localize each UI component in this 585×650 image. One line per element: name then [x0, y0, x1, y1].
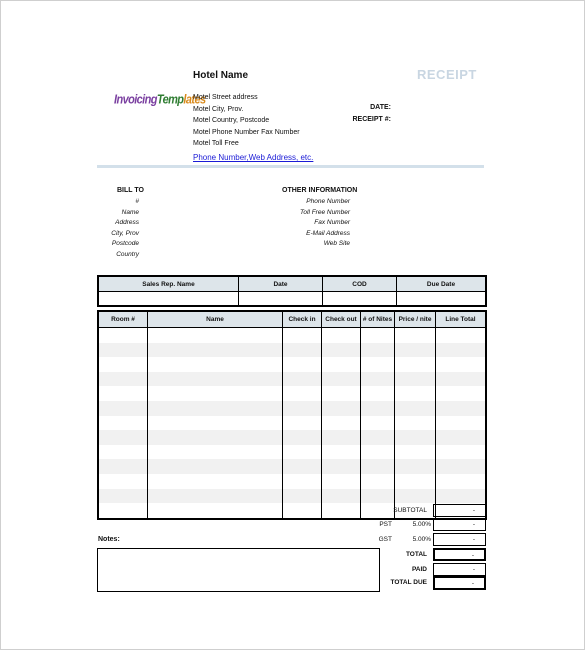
- date-header: Date: [239, 276, 323, 292]
- check-out-cell[interactable]: [322, 503, 361, 519]
- name-cell[interactable]: [148, 459, 283, 474]
- check-out-cell[interactable]: [322, 430, 361, 445]
- line-total-cell[interactable]: [436, 372, 487, 387]
- line-total-header: Line Total: [436, 311, 487, 328]
- room-cell[interactable]: [98, 386, 148, 401]
- nites-cell[interactable]: [361, 328, 395, 343]
- item-rows: [98, 328, 486, 519]
- nites-cell[interactable]: [361, 372, 395, 387]
- name-cell[interactable]: [148, 489, 283, 504]
- line-total-cell[interactable]: [436, 343, 487, 358]
- check-out-cell[interactable]: [322, 357, 361, 372]
- other-info-title: OTHER INFORMATION: [282, 187, 358, 194]
- gst-value: -: [433, 533, 486, 546]
- address-line: Motel Country, Postcode: [193, 117, 270, 124]
- room-cell[interactable]: [98, 328, 148, 343]
- nites-cell[interactable]: [361, 401, 395, 416]
- nites-cell[interactable]: [361, 430, 395, 445]
- date-cell[interactable]: [239, 292, 323, 307]
- room-cell[interactable]: [98, 401, 148, 416]
- other-info-field: Toll Free Number: [300, 208, 350, 216]
- receipt-title: RECEIPT: [417, 67, 477, 82]
- name-cell[interactable]: [148, 474, 283, 489]
- other-info-field: E-Mail Address: [306, 229, 350, 237]
- check-out-cell[interactable]: [322, 343, 361, 358]
- pst-value: -: [433, 518, 486, 531]
- bill-to-field: City, Prov: [111, 229, 139, 237]
- room-cell[interactable]: [98, 430, 148, 445]
- name-cell[interactable]: [148, 416, 283, 431]
- check-in-cell[interactable]: [283, 503, 322, 519]
- table-row: [98, 503, 486, 519]
- line-total-cell[interactable]: [436, 386, 487, 401]
- name-cell[interactable]: [148, 343, 283, 358]
- price-cell[interactable]: [395, 430, 436, 445]
- check-out-cell[interactable]: [322, 328, 361, 343]
- company-logo: InvoicingTemplates: [114, 93, 206, 107]
- cod-header: COD: [323, 276, 397, 292]
- check-in-cell[interactable]: [283, 328, 322, 343]
- room-cell[interactable]: [98, 445, 148, 460]
- subtotal-label: SUBTOTAL: [393, 507, 427, 514]
- address-line: Motel Street address: [193, 94, 258, 101]
- check-in-cell[interactable]: [283, 445, 322, 460]
- cod-cell[interactable]: [323, 292, 397, 307]
- address-line: Motel Phone Number Fax Number: [193, 128, 300, 136]
- notes-label: Notes:: [98, 536, 120, 543]
- bill-to-field: Name: [121, 208, 139, 216]
- pst-label: PST: [379, 521, 392, 528]
- table-row: [98, 357, 486, 372]
- bill-to-field: Country: [116, 250, 139, 258]
- table-row: [98, 459, 486, 474]
- room-cell[interactable]: [98, 416, 148, 431]
- price-cell[interactable]: [395, 357, 436, 372]
- check-in-header: Check in: [283, 311, 322, 328]
- check-out-cell[interactable]: [322, 416, 361, 431]
- pst-rate[interactable]: 5.00%: [412, 521, 431, 528]
- bill-to-field: Postcode: [111, 240, 139, 247]
- sales-rep-cell[interactable]: [98, 292, 239, 307]
- table-row: [98, 489, 486, 504]
- line-total-cell[interactable]: [436, 401, 487, 416]
- address-line: Motel City, Prov.: [193, 105, 244, 113]
- other-info-field: Web Site: [323, 240, 350, 247]
- total-label: TOTAL: [405, 551, 427, 558]
- room-cell[interactable]: [98, 372, 148, 387]
- total-due-label: TOTAL DUE: [390, 579, 427, 586]
- line-total-cell[interactable]: [436, 430, 487, 445]
- nites-cell[interactable]: [361, 459, 395, 474]
- nites-cell[interactable]: [361, 489, 395, 504]
- price-cell[interactable]: [395, 343, 436, 358]
- check-in-cell[interactable]: [283, 357, 322, 372]
- name-cell[interactable]: [148, 430, 283, 445]
- line-total-cell[interactable]: [436, 445, 487, 460]
- other-info-fields: [270, 197, 350, 250]
- line-total-cell[interactable]: [436, 416, 487, 431]
- sales-table: [97, 275, 487, 307]
- check-out-cell[interactable]: [322, 401, 361, 416]
- room-cell[interactable]: [98, 343, 148, 358]
- check-out-cell[interactable]: [322, 372, 361, 387]
- name-cell[interactable]: [148, 328, 283, 343]
- check-in-cell[interactable]: [283, 474, 322, 489]
- table-row: [98, 372, 486, 387]
- nites-cell[interactable]: [361, 357, 395, 372]
- check-in-cell[interactable]: [283, 489, 322, 504]
- total-value: -: [433, 548, 486, 561]
- bill-to-field: Address: [115, 219, 139, 226]
- nites-cell[interactable]: [361, 386, 395, 401]
- check-out-cell[interactable]: [322, 445, 361, 460]
- check-out-header: Check out: [322, 311, 361, 328]
- table-row: [98, 386, 486, 401]
- gst-label: GST: [378, 536, 392, 543]
- hotel-name: Hotel Name: [193, 70, 249, 81]
- check-in-cell[interactable]: [283, 386, 322, 401]
- name-cell[interactable]: [148, 372, 283, 387]
- table-row: [98, 343, 486, 358]
- check-in-cell[interactable]: [283, 343, 322, 358]
- name-cell[interactable]: [148, 503, 283, 519]
- line-total-cell[interactable]: [436, 357, 487, 372]
- check-out-cell[interactable]: [322, 459, 361, 474]
- subtotal-value: -: [433, 504, 486, 517]
- line-total-cell[interactable]: [436, 474, 487, 489]
- room-cell[interactable]: [98, 474, 148, 489]
- sales-rep-header: Sales Rep. Name: [98, 276, 239, 292]
- due-date-cell[interactable]: [397, 292, 487, 307]
- nites-cell[interactable]: [361, 343, 395, 358]
- other-info-field: Phone Number: [306, 198, 350, 205]
- total-due-value: -: [433, 576, 486, 590]
- paid-value[interactable]: -: [433, 563, 486, 576]
- price-cell[interactable]: [395, 328, 436, 343]
- price-cell[interactable]: [395, 445, 436, 460]
- room-cell[interactable]: [98, 459, 148, 474]
- check-out-cell[interactable]: [322, 386, 361, 401]
- address-line: Motel Toll Free: [193, 140, 239, 147]
- table-row: [98, 401, 486, 416]
- contact-link[interactable]: Phone Number,Web Address, etc.: [193, 153, 314, 162]
- nites-cell[interactable]: [361, 474, 395, 489]
- bill-to-title: BILL TO: [117, 187, 144, 194]
- name-cell[interactable]: [148, 386, 283, 401]
- other-info-field: Fax Number: [314, 219, 350, 226]
- check-in-cell[interactable]: [283, 372, 322, 387]
- paid-label: PAID: [411, 566, 427, 573]
- nites-cell[interactable]: [361, 416, 395, 431]
- price-cell[interactable]: [395, 489, 436, 504]
- check-out-cell[interactable]: [322, 474, 361, 489]
- price-cell[interactable]: [395, 386, 436, 401]
- line-total-cell[interactable]: [436, 459, 487, 474]
- name-cell[interactable]: [148, 445, 283, 460]
- check-in-cell[interactable]: [283, 401, 322, 416]
- due-date-header: Due Date: [397, 276, 487, 292]
- room-header: Room #: [98, 311, 148, 328]
- price-cell[interactable]: [395, 474, 436, 489]
- check-out-cell[interactable]: [322, 489, 361, 504]
- table-row: [98, 474, 486, 489]
- table-row: [98, 416, 486, 431]
- bill-to-fields: [97, 197, 139, 260]
- price-cell[interactable]: [395, 401, 436, 416]
- bill-to-field: #: [135, 198, 139, 205]
- nites-cell[interactable]: [361, 445, 395, 460]
- name-cell[interactable]: [148, 401, 283, 416]
- room-cell[interactable]: [98, 357, 148, 372]
- line-total-cell[interactable]: [436, 489, 487, 504]
- line-total-cell[interactable]: [436, 328, 487, 343]
- price-cell[interactable]: [395, 372, 436, 387]
- price-cell[interactable]: [395, 416, 436, 431]
- nites-header: # of Nites: [361, 311, 395, 328]
- check-in-cell[interactable]: [283, 416, 322, 431]
- name-cell[interactable]: [148, 357, 283, 372]
- price-header: Price / nite: [395, 311, 436, 328]
- header-divider: [97, 165, 484, 168]
- notes-field[interactable]: [97, 548, 380, 592]
- room-cell[interactable]: [98, 489, 148, 504]
- table-row: [98, 328, 486, 343]
- receipt-number-label: RECEIPT #:: [352, 116, 391, 123]
- hotel-address: [193, 92, 300, 150]
- items-table: [97, 310, 487, 520]
- check-in-cell[interactable]: [283, 430, 322, 445]
- price-cell[interactable]: [395, 459, 436, 474]
- name-header: Name: [148, 311, 283, 328]
- check-in-cell[interactable]: [283, 459, 322, 474]
- room-cell[interactable]: [98, 503, 148, 519]
- table-row: [98, 445, 486, 460]
- table-row: [98, 430, 486, 445]
- date-label: DATE:: [370, 104, 391, 111]
- gst-rate[interactable]: 5.00%: [412, 536, 431, 543]
